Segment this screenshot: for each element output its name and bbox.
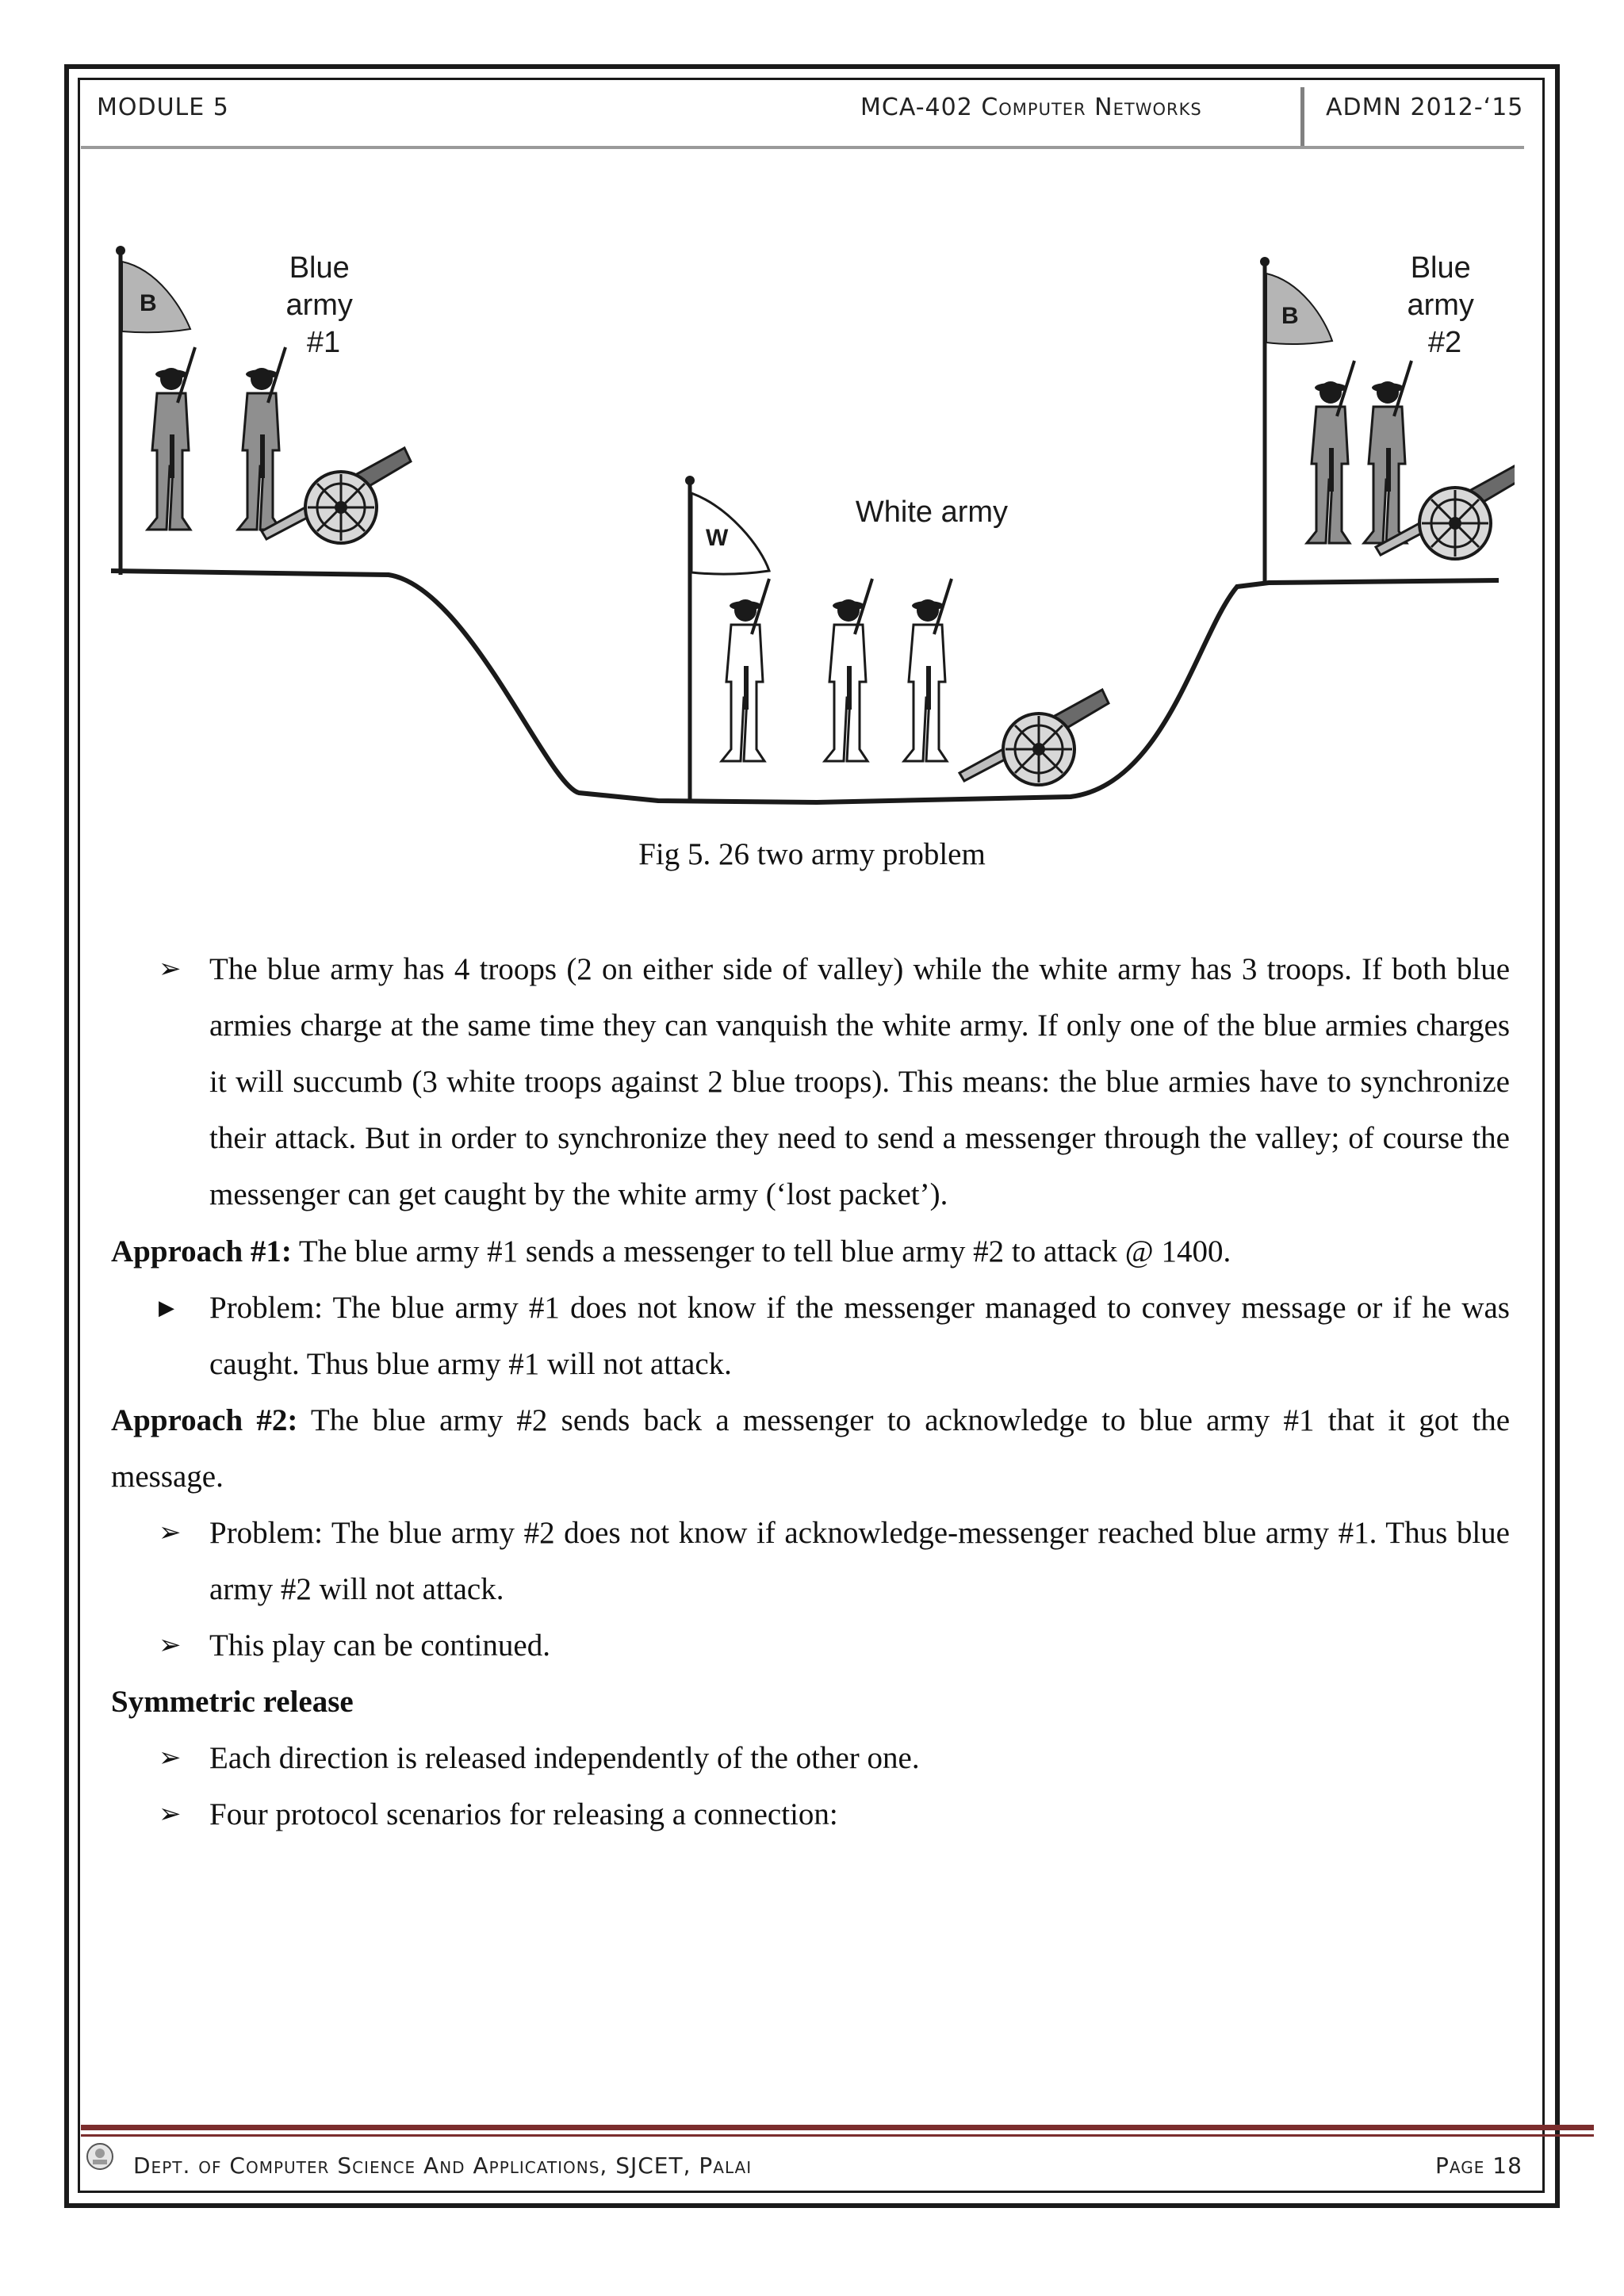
approach-1-text: The blue army #1 sends a messenger to tell blue army #2 to attack @ 1400.: [291, 1234, 1231, 1269]
arrow-bullet-icon: ➢: [159, 1518, 182, 1548]
white-soldier-2: [825, 579, 872, 761]
footer-department: Dept. of Computer Science And Applications, SJCET, Palai: [133, 2152, 753, 2179]
play-continued: This play can be continued.: [209, 1628, 550, 1663]
blue2-soldier-1: [1307, 361, 1354, 543]
valley-terrain: [111, 571, 1499, 802]
svg-text:Blue army #1: [285, 251, 361, 359]
approach-2-text: The blue army #2 sends back a messenger to acknowledge to blue army #1 that it got the message.: [111, 1403, 1510, 1494]
triangle-bullet-icon: ▶: [159, 1296, 174, 1319]
svg-text:Blue army #2: [1407, 251, 1482, 359]
label-blue1-line3: #1: [306, 326, 341, 359]
flag-w-letter: W: [706, 525, 729, 551]
two-army-figure: [103, 238, 1515, 840]
label-blue2-line1: Blue: [1410, 251, 1471, 285]
label-blue2-line3: #2: [1427, 326, 1462, 359]
blue1-soldier-2: [238, 347, 285, 530]
label-blue2-line2: army: [1407, 289, 1474, 322]
header-divider: [1300, 87, 1304, 149]
flag-b2-letter: B: [1281, 303, 1299, 329]
arrow-bullet-icon: ➢: [159, 1800, 182, 1829]
approach-1-paragraph: [111, 1223, 1510, 1280]
figure-caption: Fig 5. 26 two army problem: [638, 837, 986, 871]
white-cannon: [959, 690, 1109, 785]
white-soldier-3: [904, 579, 952, 761]
header-admn: ADMN 2012-‘15: [1326, 94, 1524, 121]
approach-2-problem: Problem: The blue army #2 does not know if acknowledge-messenger reached blue army #1. Thus blue army #2 will not attack.: [209, 1516, 1510, 1606]
footer-page-number: Page 18: [1435, 2152, 1522, 2179]
flag-b1-letter: B: [140, 290, 157, 316]
footer-rule-thick: [81, 2125, 1594, 2130]
label-blue1-line1: Blue: [289, 251, 350, 285]
blue2-soldier-2: [1364, 361, 1411, 543]
header-rule: [81, 146, 1524, 149]
symmetric-bullet-2: Four protocol scenarios for releasing a connection:: [209, 1797, 838, 1831]
approach-1-label: Approach #1:: [111, 1234, 292, 1269]
symmetric-release-heading: Symmetric release: [111, 1685, 354, 1719]
college-logo-icon: [84, 2141, 116, 2172]
label-blue1-line2: army: [285, 289, 353, 322]
header-module: MODULE 5: [97, 94, 229, 121]
approach-2-paragraph: [111, 1392, 1510, 1505]
blue1-cannon: [262, 448, 411, 543]
header-course: MCA-402 Computer Networks: [860, 94, 1202, 121]
approach-1-problem: Problem: The blue army #1 does not know if the messenger managed to convey message or if he was caught. Thus blue army #1 will not attack.: [209, 1291, 1510, 1381]
arrow-bullet-icon: ➢: [159, 1631, 182, 1660]
arrow-bullet-icon: ➢: [159, 955, 182, 984]
label-white-army: White army: [855, 496, 1009, 529]
blue1-soldier-1: [147, 347, 195, 530]
arrow-bullet-icon: ➢: [159, 1743, 182, 1773]
white-soldier-1: [722, 579, 769, 761]
approach-2-label: Approach #2:: [111, 1403, 298, 1437]
symmetric-bullet-1: Each direction is released independently of the other one.: [209, 1741, 920, 1775]
footer-rule-thin: [81, 2134, 1594, 2137]
bullet-paragraph-blue-army: The blue army has 4 troops (2 on either side of valley) while the white army has 3 troops. If both blue armies charge at the same time they can vanquish the white army. If only one of the blue armies charges it will succumb (3 white troops against 2 blue troops). This means: the blue armies have to synchronize their attack. But in order to synchronize they need to send a messenger through the valley; of course the messenger can get caught by the white army (‘lost packet’).: [209, 952, 1510, 1211]
